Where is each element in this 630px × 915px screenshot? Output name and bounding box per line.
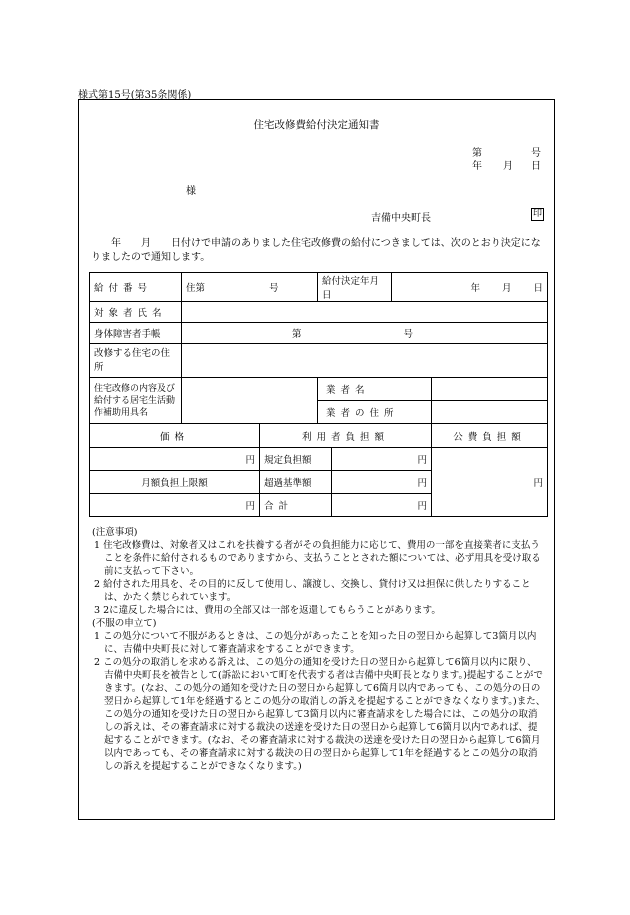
price-yen: 円 [90,448,260,471]
user-share-label: 利用者負担額 [260,424,432,448]
grant-table [89,272,548,517]
handbook-label: 身体障害者手帳 [90,323,182,344]
vendor-value [432,378,548,401]
decision-date-year: 年 [470,283,481,294]
intro-paragraph [91,237,546,265]
target-name-label: 対象者氏名 [90,302,182,323]
grant-no-cell [182,273,318,302]
monthly-limit-yen: 円 [90,494,260,517]
monthly-limit-label: 月額負担上限額 [90,471,260,494]
vendor-address-label: 業者の住所 [318,401,432,424]
target-name-value [182,302,548,323]
decision-date-month: 月 [502,283,512,294]
content-label: 住宅改修の内容及び給付する居宅生活動作補助用具名 [90,378,182,424]
handbook-suffix: 号 [403,329,414,340]
doc-date-year: 年 [472,161,482,172]
decision-date-day: 日 [533,283,544,294]
document-title: 住宅改修費給付決定通知書 [253,119,380,131]
caution-item: 1 住宅改修費は、対象者又はこれを扶養する者がその負担能力に応じて、費用の一部を直接業者に支払うことを条件に給付されるものでありますから、支払うこととされた額については、必ず用具を受け取る前に支払って下さい。 [94,540,541,577]
grant-no-suffix: 号 [269,283,279,294]
caution-item: 3 2に違反した場合には、費用の全部又は一部を返還してもらうことがあります。 [94,605,441,616]
public-share-yen: 円 [432,448,548,517]
excess-label: 超過基準額 [260,471,332,494]
appeal-item: 2 この処分の取消しを求める訴えは、この処分の通知を受けた日の翌日から起算して6箇月以内に限り、吉備中央町長を被告として(訴訟において町を代表する者は吉備中央町長となります。)提起することができます。(なお、この処分の通知を受けた日の翌日から起算して6箇月以内であっても、この処分の日の翌日から起算して1年を経過するとこの処分の取消しの訴えを提起することができなくなります。)また、この処分の通知を受けた日の翌日から起算して3箇月以内に審査請求をした場合には、この処分の取消しの訴えは、その審査請求に対する裁決の送達を受けた日の翌日から起算して6箇月以内であれば、提起することができます。(なお、その審査請求に対する裁決の送達を受けた日の翌日から起算して6箇月以内であっても、その審査請求に対する裁決の日の翌日から起算して1年を経過するとこの処分の取消しの訴えを提起することができなくなります。) [94,657,546,772]
doc-date-day: 日 [531,161,541,172]
doc-no-suffix: 号 [531,148,541,159]
caution-item: 2 給付された用具を、その目的に反して使用し、譲渡し、交換し、貸付け又は担保に供したりすることは、かたく禁じられています。 [94,579,531,603]
addressee-suffix: 様 [186,186,196,197]
content-value [182,378,318,424]
vendor-label: 業者名 [318,378,432,401]
address-label: 改修する住宅の住所 [90,344,182,378]
notice-frame [78,99,555,820]
public-share-label: 公費負担額 [432,424,548,448]
total-label: 合計 [260,494,332,517]
price-label: 価格 [90,424,260,448]
seal-mark: 印 [532,209,542,219]
notes-heading-appeal: (不服の申立て) [92,618,157,629]
doc-no-prefix: 第 [472,148,482,159]
appeal-item: 1 この処分について不服があるときは、この処分があったことを知った日の翌日から起算して3箇月以内に、吉備中央町長に対して審査請求をすることができます。 [94,631,537,655]
total-yen: 円 [332,494,432,517]
vendor-address-value [432,401,548,424]
grant-no-prefix: 住第 [186,283,206,294]
issuer: 吉備中央町長 [371,213,431,224]
notes-section [92,526,546,773]
handbook-prefix: 第 [292,329,302,340]
decision-date-label: 給付決定年月日 [318,273,392,302]
intro-year: 年 [111,238,121,249]
doc-date-month: 月 [503,161,513,172]
form-number: 様式第15号(第35条関係) [78,90,192,101]
address-value [182,344,548,378]
decision-date-cell [392,273,548,302]
notes-heading-caution: (注意事項) [92,527,138,538]
grant-no-label: 給付番号 [90,273,182,302]
intro-text: 日付けで申請のありました住宅改修費の給付につきましては、次のとおり決定になりましたので通知します。 [91,238,541,263]
standard-yen: 円 [332,448,432,471]
handbook-cell [182,323,548,344]
excess-yen: 円 [332,471,432,494]
intro-month: 月 [141,238,151,249]
standard-label: 規定負担額 [260,448,332,471]
